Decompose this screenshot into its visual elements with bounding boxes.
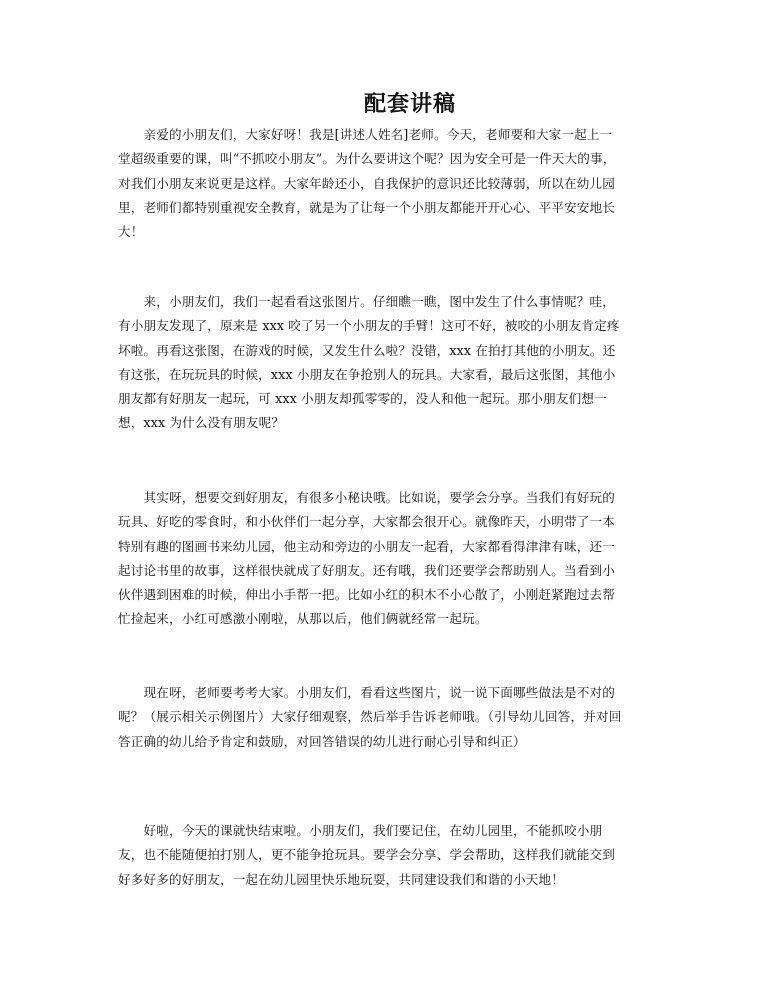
page-title: 配套讲稿 (363, 91, 456, 117)
paragraph-friendship-tips: 其实呀，想要交到好朋友，有很多小秘诀哦。比如说，要学会分享。当我们有好玩的 玩具、好吃的零食时，和小伙伴们一起分享，大家都会很开心。就像昨天，小明带了一本 特别有趣的图画书来幼儿园，他主动和旁边的小朋友一起看，大家都看得津津有味，还一 起讨论书里的故事，这样很快就成了好朋友。还有哦，我们还要学会帮助别人。当看到小 伙伴遇到困难的时候，伸出小手帮一把。比如小红的积木不小心散了，小刚赶紧跑过去帮 忙捡起来，小红可感激小刚啦，从那以后，他们俩就经常一起玩。 (118, 490, 616, 627)
paragraph-quiz: 现在呀，老师要考考大家。小朋友们，看看这些图片，说一说下面哪些做法是不对的 呢？（展示相关示例图片）大家仔细观察，然后举手告诉老师哦。（引导幼儿回答，并对回 答正确的幼儿给予肯定和鼓励，对回答错误的幼儿进行耐心引导和纠正） (118, 685, 622, 749)
paragraph-picture-discussion: 来，小朋友们，我们一起看看这张图片。仔细瞧一瞧，图中发生了什么事情呢？哇， 有小朋友发现了，原来是 xxx 咬了另一个小朋友的手臂！这可不好，被咬的小朋友肯定疼 坏啦。再看这张图，在游戏的时候，又发生什么啦？没错，xxx 在拍打其他的小朋友。还 有这张，在玩玩具的时候，xxx 小朋友在争抢别人的玩具。大家看，最后这张图，其他小 朋友都有好朋友一起玩，可 xxx 小朋友却孤零零的，没人和他一起玩。那小朋友们想一 想，xxx 为什么没有朋友呢？ (118, 294, 620, 431)
paragraph-conclusion: 好啦，今天的课就快结束啦。小朋友们，我们要记住，在幼儿园里，不能抓咬小朋 友，也不能随便拍打别人，更不能争抢玩具。要学会分享、学会帮助，这样我们就能交到 好多好多的好朋友，一起在幼儿园里快乐地玩耍，共同建设我们和谐的小天地！ (118, 823, 616, 887)
paragraph-greeting: 亲爱的小朋友们，大家好呀！我是[讲述人姓名]老师。今天，老师要和大家一起上一 堂超级重要的课，叫“不抓咬小朋友”。为什么要讲这个呢？因为安全可是一件天大的事， 对我们小朋友来说更是这样。大家年龄还小，自我保护的意识还比较薄弱，所以在幼儿园 里，老师们都特别重视安全教育，就是为了让每一个小朋友都能开开心心、平平安安地长 大！ (118, 127, 616, 240)
